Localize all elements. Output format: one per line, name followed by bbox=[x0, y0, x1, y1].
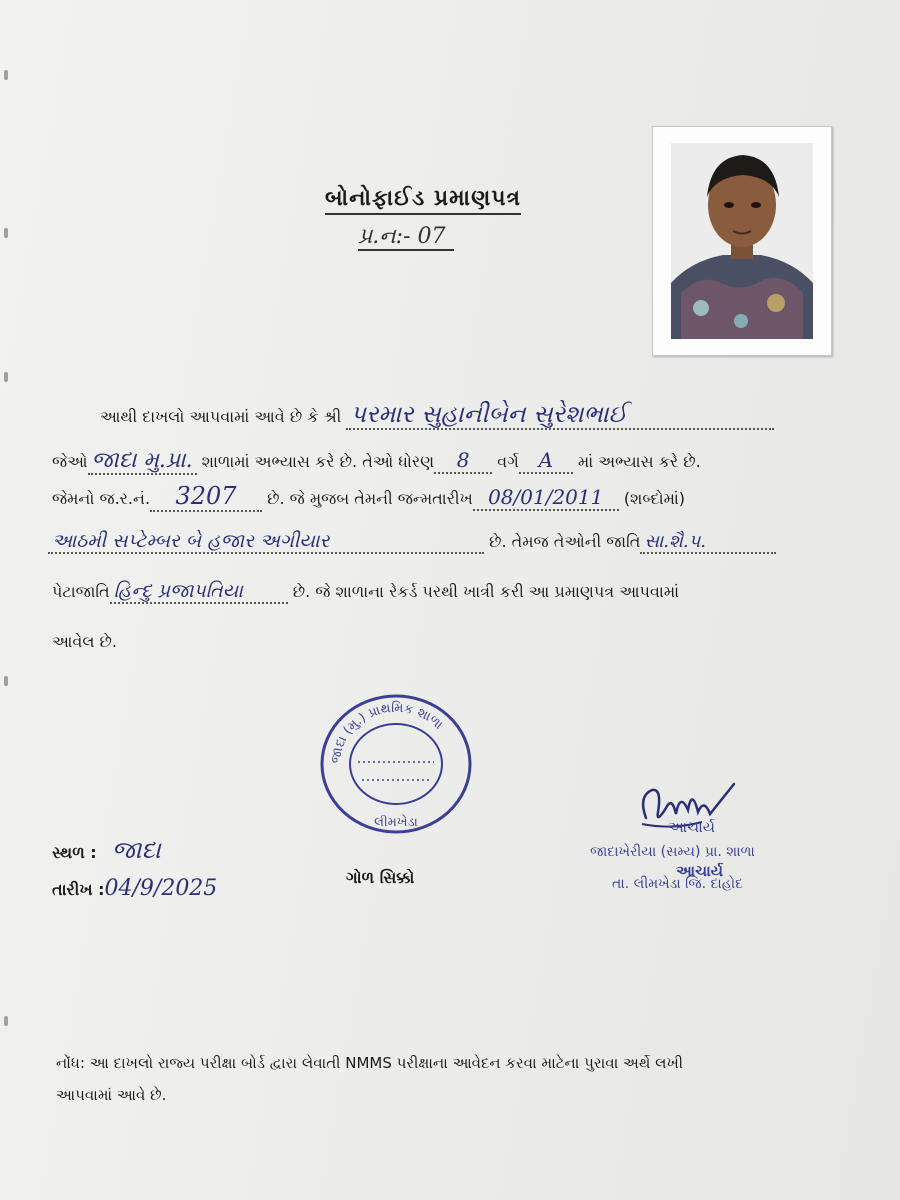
gr-no-value: 3207 bbox=[175, 482, 237, 510]
note-line-1: નોંધ: આ દાખલો રાજ્ય પરીક્ષા બોર્ડ દ્વારા લેવાતી NMMS પરીક્ષાના આવેદન કરવા માટેના પુરાવા અર્થે લખી bbox=[56, 1054, 684, 1072]
dob-words-value: આઠમી સપ્ટેમ્બર બે હજાર અગીયાર bbox=[52, 530, 330, 552]
body-line-2 bbox=[52, 448, 701, 475]
line2-mid: શાળામાં અભ્યાસ કરે છે. તેઓ ધોરણ bbox=[201, 452, 435, 471]
school-address-stamp: તા. લીમખેડા જિ. દાહોદ bbox=[612, 876, 744, 892]
school-short-value: જાદા મુ.પ્રા. bbox=[91, 448, 193, 473]
principal-title: આચાર્ય bbox=[676, 862, 724, 880]
place-row bbox=[52, 836, 161, 864]
date-row bbox=[52, 876, 217, 901]
school-name-stamp: જાદાખેરીયા (સમ્ય) પ્રા. શાળા bbox=[590, 844, 755, 860]
punch-mark bbox=[4, 70, 8, 80]
caste-value: સા.શૈ.પ. bbox=[644, 531, 707, 552]
punch-mark bbox=[4, 676, 8, 686]
sub-caste-field bbox=[110, 580, 288, 604]
standard-field bbox=[434, 448, 492, 474]
school-field bbox=[88, 448, 197, 475]
principal-title-upper: આચાર્ય bbox=[668, 818, 716, 836]
date-label: તારીખ : bbox=[52, 880, 105, 899]
student-portrait-icon bbox=[671, 143, 813, 339]
sub-caste-value: હિન્દુ પ્રજાપતિયા bbox=[113, 580, 243, 602]
dob-field bbox=[473, 485, 619, 511]
svg-text:જાદા (મુ.) પ્રાથમિક શાળા bbox=[328, 700, 445, 765]
round-seal-stamp bbox=[316, 690, 476, 838]
place-value: જાદા bbox=[111, 836, 161, 864]
caste-field bbox=[640, 531, 776, 554]
line4-mid: છે. તેમજ તેઓની જાતિ bbox=[489, 532, 641, 551]
student-photo bbox=[652, 126, 832, 356]
body-line-3 bbox=[52, 482, 685, 512]
punch-mark bbox=[4, 228, 8, 238]
student-name-value: પરમાર સુહાનીબેન સુરેશભાઈ bbox=[350, 400, 628, 428]
seal-label: ગોળ સિક્કો bbox=[346, 868, 415, 887]
punch-mark bbox=[4, 372, 8, 382]
line3-prefix: જેમનો જ.ર.નં. bbox=[52, 489, 151, 508]
dob-value: 08/01/2011 bbox=[488, 485, 604, 509]
division-value: A bbox=[538, 448, 554, 472]
dob-words-field bbox=[48, 530, 484, 554]
date-value: 04/9/2025 bbox=[104, 876, 218, 901]
seal-bottom-text: લીમખેડા bbox=[374, 815, 418, 830]
punch-mark bbox=[4, 1016, 8, 1026]
line3-suffix: (શબ્દોમાં) bbox=[623, 489, 686, 508]
seal-ring-text: જાદા (મુ.) પ્રાથમિક શાળા bbox=[328, 700, 446, 765]
body-line-6: આવેલ છે. bbox=[52, 632, 117, 651]
gr-no-field bbox=[150, 482, 262, 512]
class-label: વર્ગ bbox=[497, 452, 519, 471]
body-line-5 bbox=[52, 580, 679, 604]
body-line-4 bbox=[48, 530, 776, 554]
certificate-ref-no: પ્ર.ન:- 07 bbox=[358, 224, 454, 251]
body-line-1 bbox=[100, 400, 774, 430]
line5-prefix: પેટાજાતિ bbox=[52, 582, 110, 601]
division-field bbox=[519, 448, 573, 474]
certificate-title: બોનોફાઈડ પ્રમાણપત્ર bbox=[325, 186, 521, 215]
line3-mid: છે. જે મુજબ તેમની જન્મતારીખ bbox=[267, 489, 473, 508]
standard-value: 8 bbox=[456, 448, 470, 472]
note-line-2: આપવામાં આવે છે. bbox=[56, 1086, 167, 1104]
line2-suffix: માં અભ્યાસ કરે છે. bbox=[577, 452, 701, 471]
principal-signature bbox=[632, 778, 742, 848]
line5-suffix: છે. જે શાળાના રેકર્ડ પરથી ખાત્રી કરી આ પ્રમાણપત્ર આપવામાં bbox=[292, 582, 680, 601]
student-name-field bbox=[346, 400, 774, 430]
line1-prefix: આથી દાખલો આપવામાં આવે છે કે શ્રી bbox=[100, 407, 342, 426]
place-label: સ્થળ : bbox=[52, 843, 97, 862]
line2-prefix: જેઓ bbox=[52, 452, 88, 471]
